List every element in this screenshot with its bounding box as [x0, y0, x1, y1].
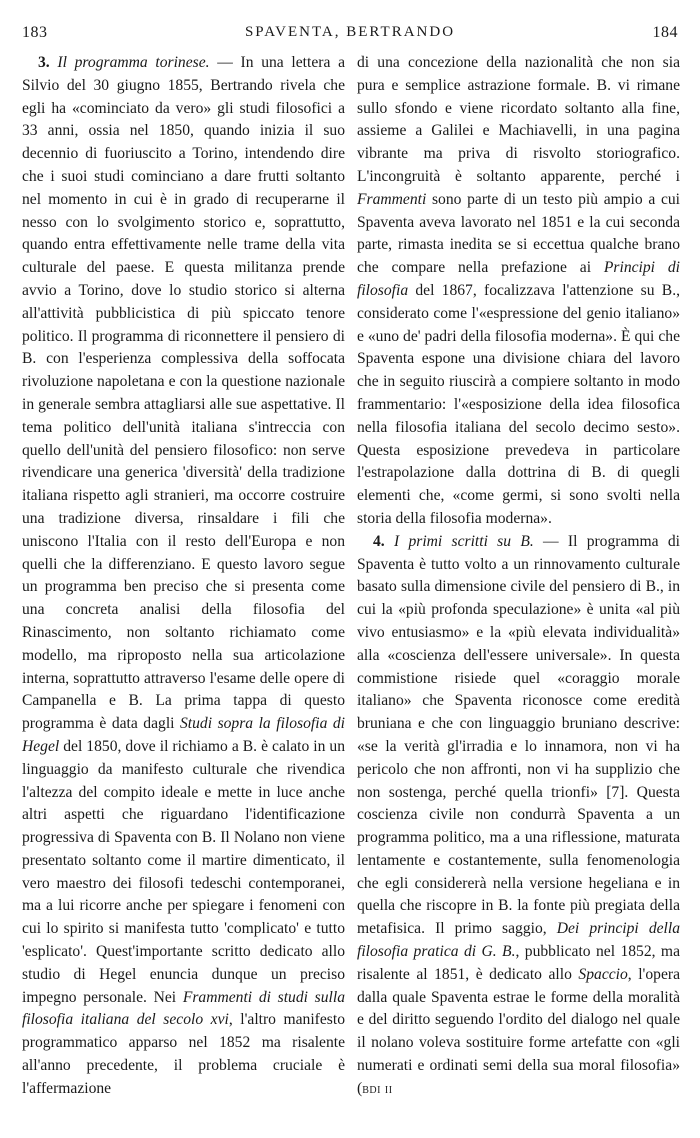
section-number: 4. — [373, 532, 385, 550]
section-number: 3. — [38, 54, 50, 71]
paragraph-text: , l'altro manifesto programmatico apparso nel 1852 ma risalente all'anno precedente, il problema cruciale è l'affermazione — [22, 1011, 345, 1097]
paragraph-text: , pubblicato nel 1852, ma risalente al 1851, è dedicato allo — [357, 943, 680, 983]
work-title: Dei principi della filosofia pratica di G. B. — [357, 920, 680, 961]
paragraph-text: — In una lettera a Silvio del 30 giugno 1855, Bertrando rivela che egli ha «cominciato da vero» gli studi filosofici a 33 anni, ossia nel 1850, quando inizia il suo decennio di fuoriuscito a Torino, intendendo dire che i suoi studi cominciano a dare frutti soltanto nel momento in cui è in grado di recuperarne il nesso con lo svolgimento storico e, soprattutto, quando entra effettivamente nelle trame della vita culturale del paese. E questa militanza prende avvio a Torino, dove lo studio storico si alterna all'attività pubblicistica di più spiccato tenore politico. Il programma di riconnettere il pensiero di B. con l'esperienza complessiva della soffocata rivoluzione napoletana e con la questione nazionale in generale sembra attagliarsi alle sue aspettative. Il tema politico dell'unità italiana s'intreccia con quello dell'unità del pensiero filosofico: non serve rivendicare una generica 'diversità' della tradizione italiana rispetto agli stranieri, ma occorre costruire una tradizione diversa, rinsaldare i fili che uniscono l'Italia con il resto dell'Europa e non quelli che la differenziano. E questo lavoro segue un programma ben preciso che si presenta come una concreta analisi della filosofia del Rinascimento, non soltanto richiamato come modello, ma riproposto nella sua articolazione interna, soprattutto attraverso l'esame delle opere di Campanella e B. La prima tappa di questo programma è data dagli — [22, 54, 345, 733]
running-title: SPAVENTA, BERTRANDO — [244, 24, 456, 40]
paragraph-text: del 1850, dove il richiamo a B. è calato in un linguaggio da manifesto culturale che rivendica l'altezza del compito ideale e mette in luce anche altri aspetti che riguardano l'identificazione progressiva di Spaventa con B. Il Nolano non viene presentato soltanto come il martire dimenticato, il vero maestro dei filosofi tedeschi contemporanei, ma a lui ricorre anche per spiegare i fenomeni con cui lo spirito si manifesta tutto 'complicato' e tutto 'esplicato'. Quest'importante scritto dedicato allo studio di Hegel enuncia dunque un preciso impegno personale. Nei — [22, 737, 345, 1006]
work-title: Spaccio — [578, 965, 628, 983]
paragraph-continuation — [357, 52, 680, 531]
work-title: Frammenti di studi sulla filosofia italiana del secolo xvi — [22, 988, 345, 1029]
abbreviation: bdi ii — [362, 1081, 393, 1097]
right-column — [357, 52, 680, 1102]
left-page-number: 183 — [22, 24, 48, 41]
paragraph-text: del 1867, focalizzava l'attenzione su B., considerato come l'«espressione del genio italiano» e «uno de' padri della filosofia moderna». È qui che Spaventa espone una divisione chiara del lavoro che in seguito riuscirà a compiere soltanto in modo frammentario: l'«esposizione della idea filosofica nella filosofia italiana del secolo decimo sesto». Questa esposizione prevedeva in particolare l'estrapolazione dalla dottrina di B. di quegli elementi che, «come germi, si sono svolti nella storia della filosofia moderna». — [357, 281, 680, 527]
paragraph-section-4 — [357, 531, 680, 1102]
work-title: Principi di filosofia — [357, 259, 680, 299]
paragraph-section-3 — [22, 52, 345, 1101]
section-title: Il programma torinese. — [57, 54, 210, 71]
paragraph-text: , l'opera dalla quale Spaventa estrae le forme della moralità e del diritto seguendo l'ordito del dialogo nel quale il nolano voleva sostituire forme artefatte con «gli numerati e ordinati semi della sua moral filosofia» ( — [357, 965, 680, 1097]
left-column — [22, 52, 345, 1101]
right-page-number: 184 — [652, 24, 678, 41]
paragraph-text: di una concezione della nazionalità che non sia pura e semplice astrazione formale. B. vi rimane sullo sfondo e viene ricordato soltanto alla fine, assieme a Galilei e Machiavelli, in una pagina vibrante ma priva di risvolto storiografico. L'incongruità è soltanto apparente, perché i — [357, 54, 680, 185]
section-title: I primi scritti su B. — [393, 532, 534, 550]
work-title: Studi sopra la filosofia di Hegel — [22, 715, 346, 755]
running-head — [22, 24, 678, 48]
paragraph-text: — Il programma di Spaventa è tutto volto a un rinnovamento culturale basato sulla dimensione civile del pensiero di B., in cui la «più profonda speculazione» è unita «al più vivo entusiasmo» e la «più elevata individualità» alla «coscienza dell'essere universale». In questa commistione risiede quel «coraggio morale italiano» che Spaventa riconosce come eredità bruniana e che con linguaggio bruniano descrive: «se la verità gl'irradia e lo innamora, non vi ha pericolo che non affronti, non vi ha supplizio che non sostenga, perché quella trionfi» [7]. Questa coscienza civile non condurrà Spaventa a un programma politico, ma a una riflessione, maturata lentamente e costantemente, sulla fenomenologia che egli considererà nella versione hegeliana e in quella che riscopre in B. la fonte più pregiata della metafisica. Il primo saggio, — [357, 532, 680, 938]
paragraph-text: sono parte di un testo più ampio a cui Spaventa aveva lavorato nel 1851 e la cui seconda parte, rimasta inedita se si eccettua qualche brano che compare nella prefazione ai — [357, 190, 680, 277]
work-title: Frammenti — [357, 190, 427, 208]
